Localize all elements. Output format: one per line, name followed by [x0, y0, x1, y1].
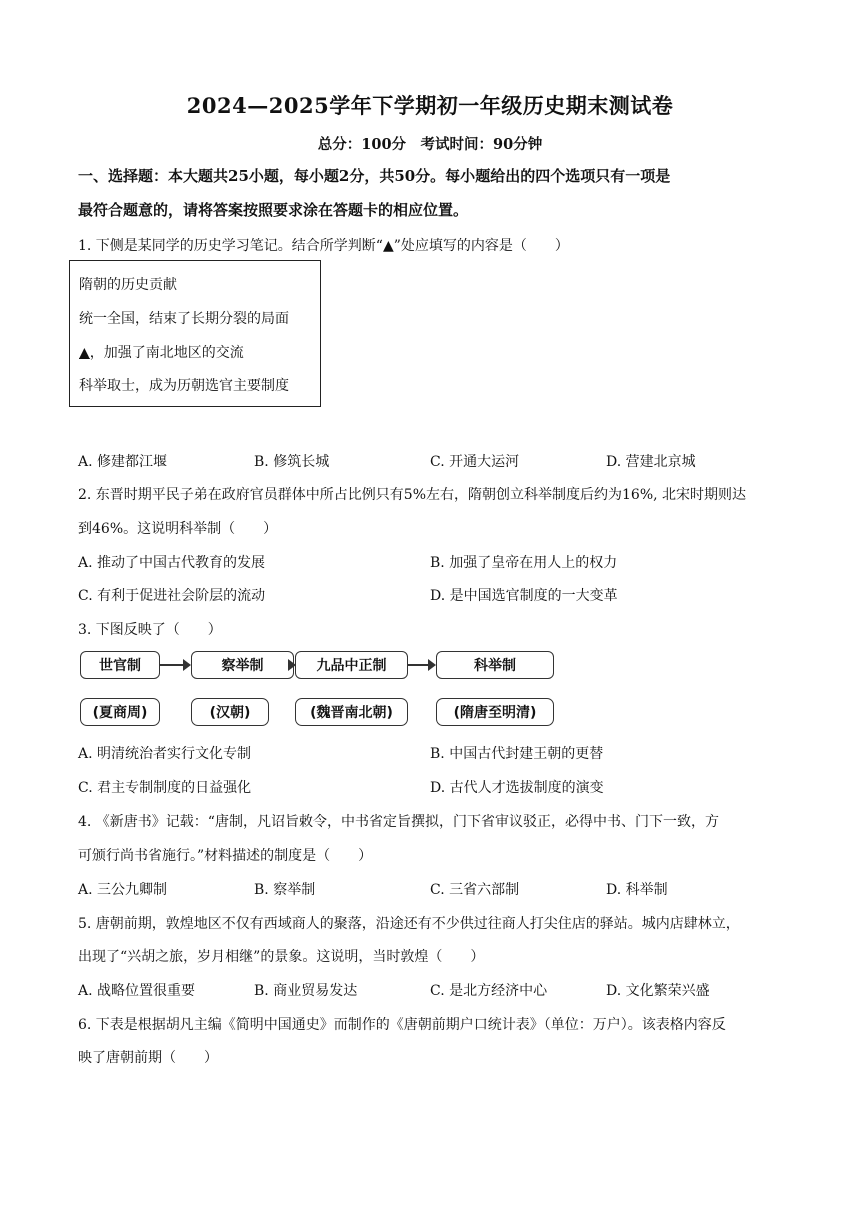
q1-note-line1: 统一全国，结束了长期分裂的局面: [79, 311, 289, 327]
flow-box-jiupinzhongzhengzhi: 九品中正制: [295, 651, 408, 679]
period-label-weijinnanbeichao: (魏晋南北朝): [295, 698, 408, 726]
q4-option-a[interactable]: A. 三公九卿制: [78, 882, 168, 898]
q5-option-b[interactable]: B. 商业贸易发达: [254, 983, 358, 999]
flow-box-kejuzhi: 科举制: [436, 651, 554, 679]
q2-option-d[interactable]: D. 是中国选官制度的一大变革: [430, 588, 618, 604]
q4-stem-line2: 可颁行尚书省施行。”材料描述的制度是（ ）: [78, 848, 373, 864]
q5-stem-line1: 5. 唐朝前期，敦煌地区不仅有西域商人的聚落，沿途还有不少供过往商人打尖住店的驿站。城内店肆林立，: [78, 916, 740, 932]
q1-stem: 1. 下侧是某同学的历史学习笔记。结合所学判断“▲”处应填写的内容是（ ）: [78, 238, 569, 254]
q4-option-d[interactable]: D. 科举制: [606, 882, 668, 898]
period-label-hanchao: (汉朝): [191, 698, 269, 726]
flow-box-chajuzhi: 察举制: [191, 651, 294, 679]
q1-option-b[interactable]: B. 修筑长城: [254, 454, 330, 470]
q3-selection-system-flowchart: [80, 651, 560, 731]
q1-notes-box: [69, 260, 321, 407]
q4-option-c[interactable]: C. 三省六部制: [430, 882, 520, 898]
section-instructions-line1: 一、选择题：本大题共25小题，每小题2分，共50分。每小题给出的四个选项只有一项是: [78, 167, 671, 185]
section-instructions-line2: 最符合题意的，请将答案按照要求涂在答题卡的相应位置。: [78, 201, 469, 219]
flow-box-shiguanzhi: 世官制: [80, 651, 160, 679]
q3-option-c[interactable]: C. 君主专制制度的日益强化: [78, 780, 252, 796]
q5-option-d[interactable]: D. 文化繁荣兴盛: [606, 983, 710, 999]
q3-option-b[interactable]: B. 中国古代封建王朝的更替: [430, 746, 604, 762]
q1-option-a[interactable]: A. 修建都江堰: [78, 454, 168, 470]
triangle-marker-icon: ▲: [79, 345, 90, 361]
q1-option-c[interactable]: C. 开通大运河: [430, 454, 520, 470]
q4-option-b[interactable]: B. 察举制: [254, 882, 316, 898]
q4-stem-line1: 4. 《新唐书》记载：“唐制，凡诏旨敕令，中书省定旨撰拟，门下省审议驳正，必得中书、门下一致，方: [78, 814, 719, 830]
q1-option-d[interactable]: D. 营建北京城: [606, 454, 696, 470]
q3-option-d[interactable]: D. 古代人才选拔制度的演变: [430, 780, 604, 796]
q2-stem-line1: 2. 东晋时期平民子弟在政府官员群体中所占比例只有5%左右，隋朝创立科举制度后约为16%, 北宋时期则达: [78, 487, 747, 503]
flow-arrow-icon: [160, 664, 189, 666]
q1-note-line2: [79, 342, 244, 362]
period-label-suitangzhimingqing: (隋唐至明清): [436, 698, 554, 726]
q3-option-a[interactable]: A. 明清统治者实行文化专制: [78, 746, 252, 762]
q6-stem-line1: 6. 下表是根据胡凡主编《简明中国通史》而制作的《唐朝前期户口统计表》（单位：万户）。该表格内容反: [78, 1017, 726, 1033]
q3-stem: 3. 下图反映了（ ）: [78, 622, 222, 638]
exam-subtitle: 总分：100分 考试时间：90分钟: [317, 136, 543, 153]
q1-note-line2-text: ，加强了南北地区的交流: [89, 345, 244, 361]
exam-title: 2024—2025学年下学期初一年级历史期末测试卷: [186, 93, 674, 118]
q6-stem-line2: 映了唐朝前期（ ）: [78, 1050, 218, 1066]
q5-stem-line2: 出现了“兴胡之旅，岁月相继”的景象。这说明，当时敦煌（ ）: [78, 949, 485, 965]
q2-option-b[interactable]: B. 加强了皇帝在用人上的权力: [430, 555, 618, 571]
q5-option-c[interactable]: C. 是北方经济中心: [430, 983, 548, 999]
q1-note-title: 隋朝的历史贡献: [79, 277, 177, 293]
period-label-xiashangzhou: (夏商周): [80, 698, 160, 726]
q2-option-a[interactable]: A. 推动了中国古代教育的发展: [78, 555, 266, 571]
q5-option-a[interactable]: A. 战略位置很重要: [78, 983, 196, 999]
q1-note-line3: 科举取士，成为历朝选官主要制度: [79, 378, 289, 394]
q2-stem-line2: 到46%。这说明科举制（ ）: [78, 521, 278, 537]
flow-arrow-icon: [408, 664, 434, 666]
q2-option-c[interactable]: C. 有利于促进社会阶层的流动: [78, 588, 266, 604]
